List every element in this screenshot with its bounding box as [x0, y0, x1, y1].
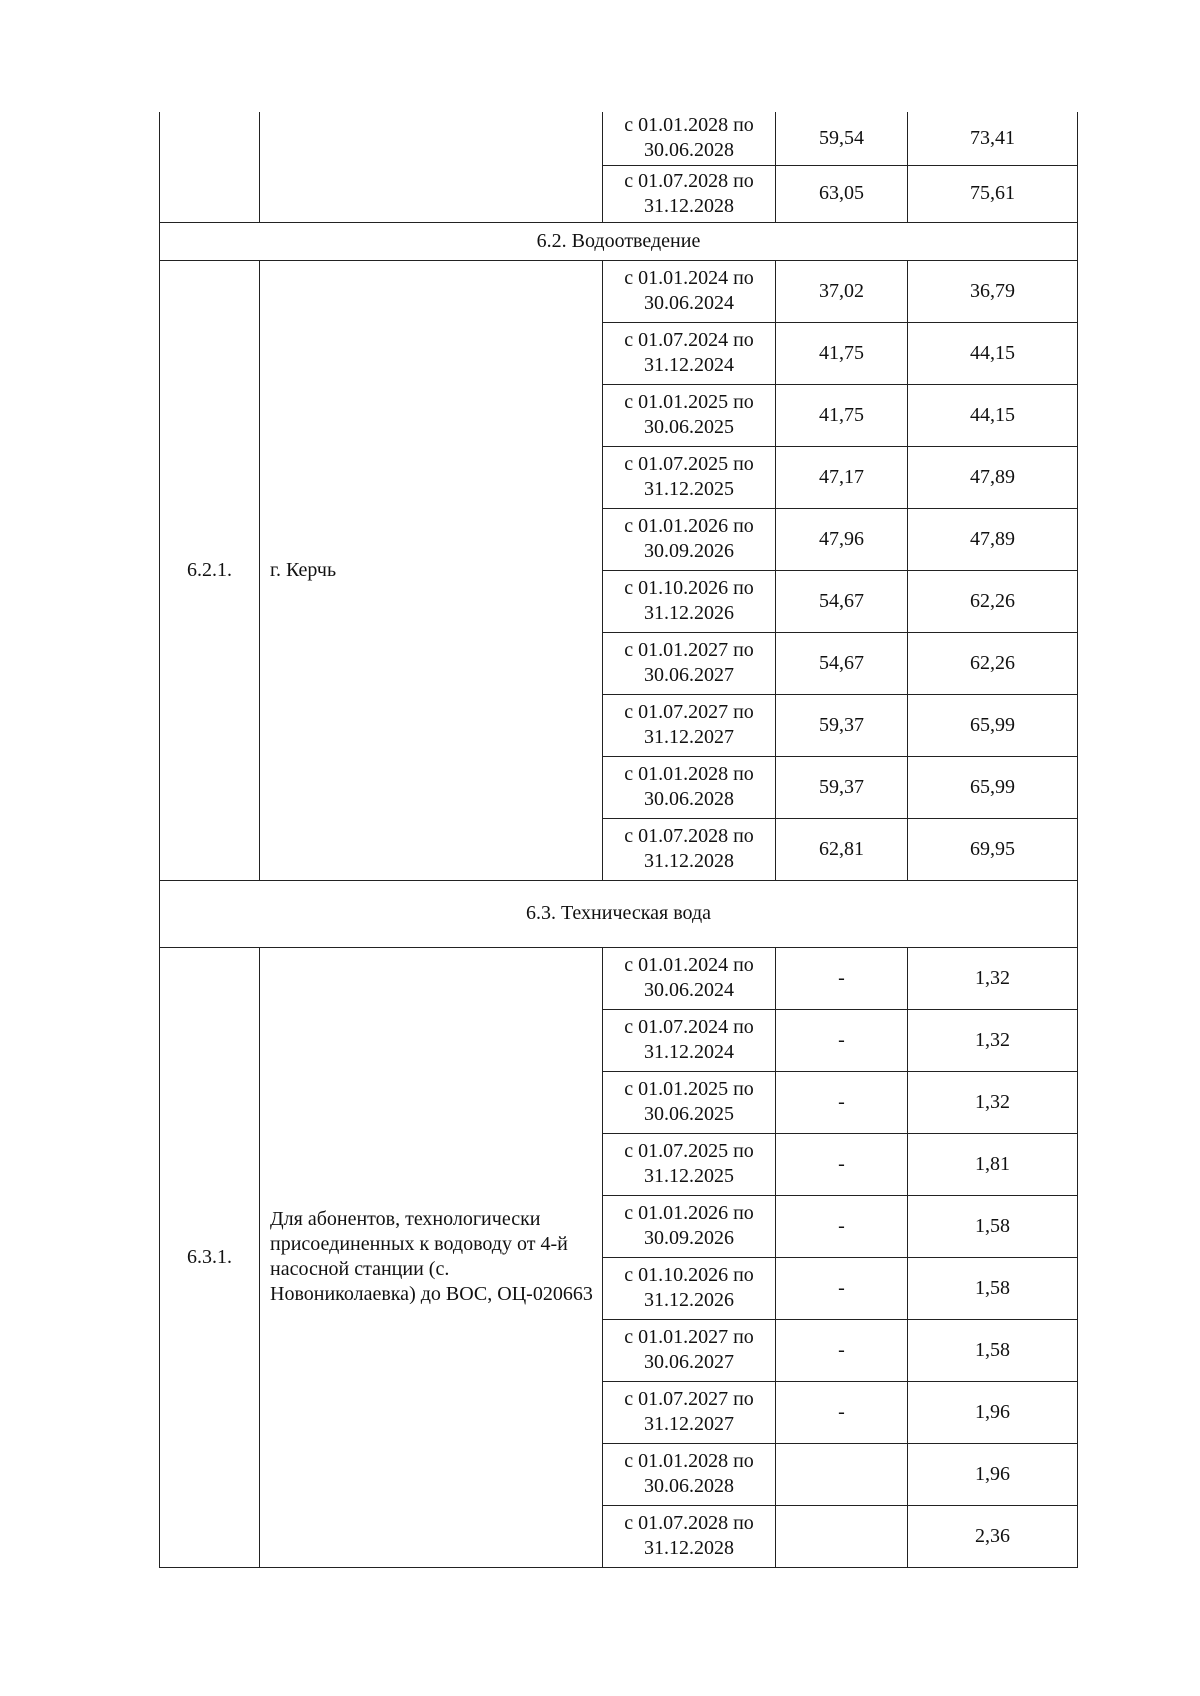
period-start-text: с 01.01.2027 по — [624, 1326, 754, 1348]
period-cell — [603, 1443, 776, 1505]
code-cell-empty — [160, 112, 260, 222]
value-a-cell: 59,37 — [776, 756, 908, 818]
value-b-cell: 1,32 — [908, 947, 1078, 1009]
period-end-text: 31.12.2025 — [644, 478, 734, 500]
value-a-cell: 47,96 — [776, 508, 908, 570]
value-a-cell — [776, 1443, 908, 1505]
period-start-text: с 01.01.2025 по — [624, 391, 754, 413]
period-start-text: с 01.07.2024 по — [624, 1016, 754, 1038]
value-b-cell: 1,96 — [908, 1443, 1078, 1505]
value-a-cell: 63,05 — [776, 165, 908, 222]
period-start-text: с 01.07.2025 по — [624, 453, 754, 475]
period-cell — [603, 165, 776, 222]
value-b-cell: 65,99 — [908, 694, 1078, 756]
value-a-cell: 37,02 — [776, 260, 908, 322]
value-b-cell: 1,32 — [908, 1071, 1078, 1133]
value-b-cell: 1,58 — [908, 1195, 1078, 1257]
value-b-cell: 75,61 — [908, 165, 1078, 222]
value-a-cell: - — [776, 1133, 908, 1195]
period-cell — [603, 1009, 776, 1071]
period-start-text: с 01.01.2026 по — [624, 515, 754, 537]
period-start-text: с 01.01.2028 по — [624, 114, 754, 137]
period-cell — [603, 570, 776, 632]
period-start-text: с 01.01.2025 по — [624, 1078, 754, 1100]
period-end-text: 30.06.2027 — [644, 1351, 734, 1373]
section-heading: 6.2. Водоотведение — [160, 222, 1078, 260]
tariff-table — [159, 112, 1078, 1568]
period-start-text: с 01.10.2026 по — [624, 577, 754, 599]
table-row — [160, 112, 1078, 165]
table-row — [160, 260, 1078, 322]
period-end-text: 31.12.2028 — [644, 1537, 734, 1559]
period-end-text: 30.09.2026 — [644, 1227, 734, 1249]
period-cell — [603, 1381, 776, 1443]
tariff-table-body — [160, 112, 1078, 1567]
period-end-text: 31.12.2028 — [644, 194, 734, 217]
period-cell — [603, 694, 776, 756]
period-end-text: 30.06.2028 — [644, 788, 734, 810]
period-start-text: с 01.07.2025 по — [624, 1140, 754, 1162]
period-cell — [603, 1071, 776, 1133]
value-b-cell: 44,15 — [908, 322, 1078, 384]
period-start-text: с 01.07.2027 по — [624, 701, 754, 723]
item-name: г. Керчь — [260, 260, 603, 880]
item-name: Для абонентов, технологически присоединенных к водоводу от 4-й насосной станции (с. Новониколаевка) до ВОС, ОЦ-020663 — [260, 947, 603, 1567]
value-a-cell: - — [776, 947, 908, 1009]
period-end-text: 30.09.2026 — [644, 540, 734, 562]
value-a-cell: - — [776, 1071, 908, 1133]
value-b-cell: 44,15 — [908, 384, 1078, 446]
value-a-cell: 41,75 — [776, 384, 908, 446]
value-a-cell: 54,67 — [776, 570, 908, 632]
value-b-cell: 2,36 — [908, 1505, 1078, 1567]
period-end-text: 31.12.2024 — [644, 354, 734, 376]
period-cell — [603, 508, 776, 570]
period-start-text: с 01.01.2028 по — [624, 1450, 754, 1472]
value-b-cell: 1,81 — [908, 1133, 1078, 1195]
value-a-cell — [776, 1505, 908, 1567]
period-cell — [603, 1195, 776, 1257]
period-cell — [603, 1257, 776, 1319]
value-a-cell: - — [776, 1319, 908, 1381]
period-end-text: 30.06.2025 — [644, 1103, 734, 1125]
period-start-text: с 01.10.2026 по — [624, 1264, 754, 1286]
value-a-cell: 59,54 — [776, 112, 908, 165]
period-cell — [603, 1319, 776, 1381]
value-a-cell: 59,37 — [776, 694, 908, 756]
value-b-cell: 1,96 — [908, 1381, 1078, 1443]
value-a-cell: 47,17 — [776, 446, 908, 508]
period-cell — [603, 112, 776, 165]
value-b-cell: 69,95 — [908, 818, 1078, 880]
period-cell — [603, 947, 776, 1009]
value-a-cell: - — [776, 1257, 908, 1319]
value-a-cell: - — [776, 1381, 908, 1443]
value-b-cell: 1,32 — [908, 1009, 1078, 1071]
period-end-text: 31.12.2026 — [644, 1289, 734, 1311]
period-cell — [603, 322, 776, 384]
period-start-text: с 01.07.2028 по — [624, 825, 754, 847]
value-b-cell: 1,58 — [908, 1319, 1078, 1381]
period-start-text: с 01.01.2024 по — [624, 954, 754, 976]
value-b-cell: 73,41 — [908, 112, 1078, 165]
value-a-cell: 41,75 — [776, 322, 908, 384]
name-cell-empty — [260, 112, 603, 222]
period-cell — [603, 384, 776, 446]
period-cell — [603, 446, 776, 508]
period-end-text: 31.12.2024 — [644, 1041, 734, 1063]
section-heading-row — [160, 222, 1078, 260]
item-code: 6.2.1. — [160, 260, 260, 880]
value-b-cell: 65,99 — [908, 756, 1078, 818]
period-start-text: с 01.01.2026 по — [624, 1202, 754, 1224]
value-a-cell: 62,81 — [776, 818, 908, 880]
period-end-text: 31.12.2026 — [644, 602, 734, 624]
table-row — [160, 947, 1078, 1009]
value-b-cell: 47,89 — [908, 508, 1078, 570]
value-b-cell: 62,26 — [908, 632, 1078, 694]
period-end-text: 31.12.2025 — [644, 1165, 734, 1187]
period-start-text: с 01.07.2024 по — [624, 329, 754, 351]
period-cell — [603, 1505, 776, 1567]
section-heading-row — [160, 880, 1078, 947]
period-cell — [603, 632, 776, 694]
value-a-cell: - — [776, 1009, 908, 1071]
value-a-cell: 54,67 — [776, 632, 908, 694]
section-heading: 6.3. Техническая вода — [160, 880, 1078, 947]
period-end-text: 31.12.2028 — [644, 850, 734, 872]
period-cell — [603, 756, 776, 818]
period-cell — [603, 260, 776, 322]
value-b-cell: 62,26 — [908, 570, 1078, 632]
period-start-text: с 01.01.2027 по — [624, 639, 754, 661]
period-end-text: 31.12.2027 — [644, 1413, 734, 1435]
period-start-text: с 01.01.2024 по — [624, 267, 754, 289]
value-b-cell: 1,58 — [908, 1257, 1078, 1319]
period-end-text: 31.12.2027 — [644, 726, 734, 748]
period-end-text: 30.06.2028 — [644, 1475, 734, 1497]
period-start-text: с 01.07.2028 по — [624, 1512, 754, 1534]
value-b-cell: 36,79 — [908, 260, 1078, 322]
value-b-cell: 47,89 — [908, 446, 1078, 508]
period-start-text: с 01.01.2028 по — [624, 763, 754, 785]
period-cell — [603, 818, 776, 880]
period-end-text: 30.06.2027 — [644, 664, 734, 686]
value-a-cell: - — [776, 1195, 908, 1257]
period-end-text: 30.06.2025 — [644, 416, 734, 438]
item-code: 6.3.1. — [160, 947, 260, 1567]
period-cell — [603, 1133, 776, 1195]
period-start-text: с 01.07.2027 по — [624, 1388, 754, 1410]
period-end-text: 30.06.2024 — [644, 292, 734, 314]
period-end-text: 30.06.2028 — [644, 139, 734, 162]
period-start-text: с 01.07.2028 по — [624, 169, 754, 192]
period-end-text: 30.06.2024 — [644, 979, 734, 1001]
